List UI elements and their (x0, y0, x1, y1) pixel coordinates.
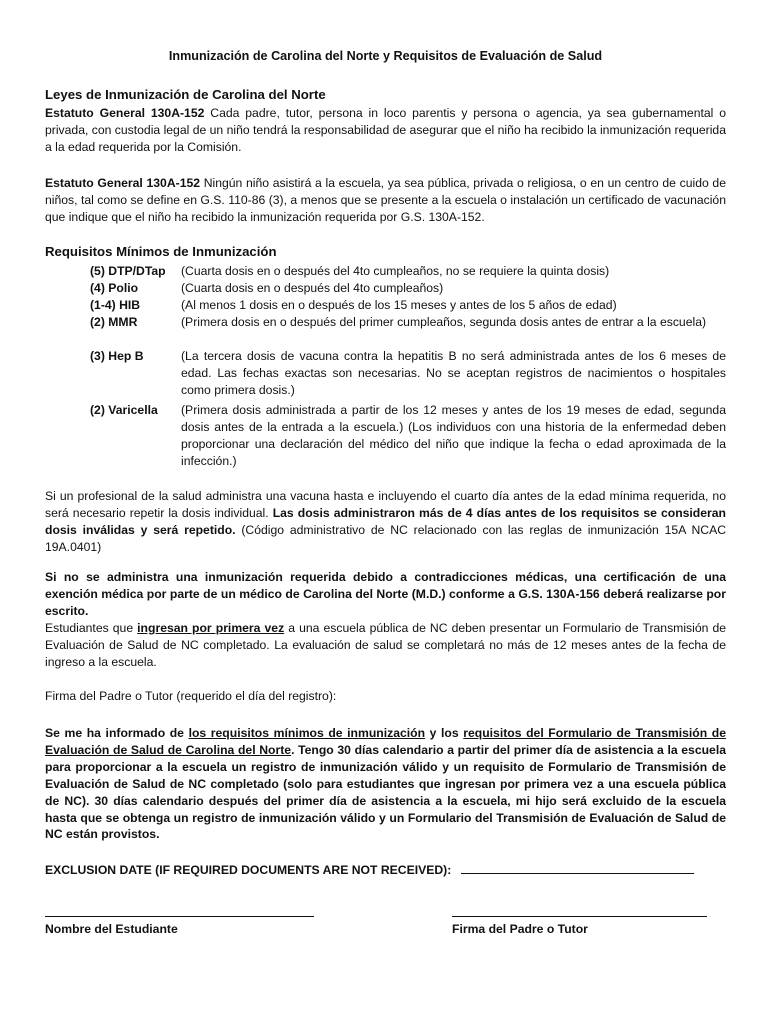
laws-paragraph-1-text: Cada padre, tutor, persona in loco parentis y persona o agencia, ya sea gubernamental o privada, con custodia legal de un niño tendrá la responsabilidad de asegurar que el niño ha recibido la inmunización requerida a la edad requerida por la Comisión. (45, 106, 726, 154)
acknowledgement-text: y los (425, 726, 464, 740)
student-signature-block (45, 916, 314, 938)
requirement-name: (2) Varicella (90, 403, 158, 417)
grace-code-reference: (Código administrativo de NC relacionado con las reglas de inmunización 15A NCAC 19A.0401) (45, 522, 726, 554)
laws-heading: Leyes de Inmunización de Carolina del Norte (45, 87, 326, 102)
parent-signature-block (452, 916, 707, 938)
grace-period-paragraph (45, 488, 726, 556)
parent-signature-line[interactable] (452, 916, 707, 917)
requirement-name: (2) MMR (90, 315, 138, 329)
requirement-name: (5) DTP/DTap (90, 264, 166, 278)
document-page (45, 0, 726, 1024)
statute-label: Estatuto General 130A-152 (45, 176, 201, 190)
requirement-desc: (Primera dosis en o después del primer cumpleaños, segunda dosis antes de entrar a la escuela) (181, 315, 707, 329)
requirement-desc: (Al menos 1 dosis en o después de los 15 meses y antes de los 5 años de edad) (181, 298, 617, 312)
statute-label: Estatuto General 130A-152 (45, 106, 205, 120)
laws-paragraph-1 (45, 105, 726, 156)
requirements-heading: Requisitos Mínimos de Inmunización (45, 244, 277, 259)
exclusion-date-field[interactable] (461, 873, 694, 874)
requirement-name: (1-4) HIB (90, 298, 141, 312)
requirement-desc: (Primera dosis administrada a partir de los 12 meses y antes de los 19 meses de edad, segunda dosis antes de la entrada a la escuela.) (Los individuos con una historia de la enfermedad deben proporcionar una declaración del médico del niño que indique la fecha o edad aproximada de la infección.) (181, 403, 726, 468)
laws-paragraph-2-text: Ningún niño asistirá a la escuela, ya sea pública, privada o religiosa, o en un centro de cuido de niños, tal como se define en G.S. 110-86 (3), a menos que se presente a la escuela o instalación un certificado de vacunación que indique que el niño ha recibido la inmunización requerida por G.S. 130A-152. (45, 176, 726, 224)
requirement-name: (3) Hep B (90, 349, 144, 363)
min-requirements-link-text: los requisitos mínimos de inmunización (188, 726, 426, 740)
acknowledgement-text: . Tengo 30 días calendario a partir del primer día de asistencia a la escuela para proporcionar a la escuela un registro de inmunización válido y un requisito de Formulario de Transmisión de Evaluación de Salud de NC completado (solo para estudiantes que ingresan por primera vez a una escuela pública de NC). 30 días calendario después del primer día de asistencia a la escuela, mi hijo será excluido de la escuela hasta que se obtenga un registro de inmunización válido y un Formulario del Transmisión de Evaluación de Salud de NC están provistos. (45, 742, 726, 842)
requirement-name: (4) Polio (90, 281, 139, 295)
new-students-text: Estudiantes que (45, 621, 138, 635)
new-students-text: a una escuela pública de NC deben presentar un Formulario de Transmisión de Evaluación de Salud de NC completado. La evaluación de salud se completará no más de 12 meses antes de la fecha de ingreso a la escuela. (45, 621, 727, 669)
document-title: Inmunización de Carolina del Norte y Requisitos de Evaluación de Salud (168, 49, 603, 63)
parent-signature-label: Firma del Padre o Tutor (452, 922, 588, 936)
laws-paragraph-2 (45, 175, 726, 226)
new-students-paragraph (45, 620, 726, 671)
acknowledgement-paragraph (45, 725, 726, 843)
acknowledgement-text: Se me ha informado de (45, 726, 189, 740)
grace-text: Si un profesional de la salud administra una vacuna hasta e incluyendo el cuarto día antes de la edad mínima requerida, no será necesario repetir la dosis individual. (45, 489, 726, 520)
exclusion-date-row (45, 862, 726, 879)
signature-prompt: Firma del Padre o Tutor (requerido el día del registro): (45, 689, 337, 703)
student-name-line[interactable] (45, 916, 314, 917)
invalid-doses-notice: Las dosis administraron más de 4 días antes de los requisitos se consideran dosis inválidas y será repetido. (45, 505, 726, 537)
requirement-desc: (La tercera dosis de vacuna contra la hepatitis B no será administrada antes de los 6 meses de edad. Las fechas exactas son necesarias. No se aceptan registros de nacimientos o hospitales como primera dosis.) (181, 349, 726, 397)
requirement-desc: (Cuarta dosis en o después del 4to cumpleaños) (181, 281, 444, 295)
student-name-label: Nombre del Estudiante (45, 922, 178, 936)
exclusion-date-label: EXCLUSION DATE (IF REQUIRED DOCUMENTS ARE NOT RECEIVED): (45, 863, 452, 877)
requirement-desc: (Cuarta dosis en o después del 4to cumpleaños, no se requiere la quinta dosis) (181, 264, 610, 278)
first-time-emphasis: ingresan por primera vez (137, 621, 285, 635)
form-requirements-link-text: requisitos del Formulario de Transmisión de Evaluación de Salud de Carolina del Norte (45, 726, 727, 757)
medical-exemption-paragraph: Si no se administra una inmunización requerida debido a contradicciones médicas, una certificación de una exención médica por parte de un médico de Carolina del Norte (M.D.) conforme a G.S. 130A-156 deberá realizarse por escrito. (45, 570, 726, 618)
